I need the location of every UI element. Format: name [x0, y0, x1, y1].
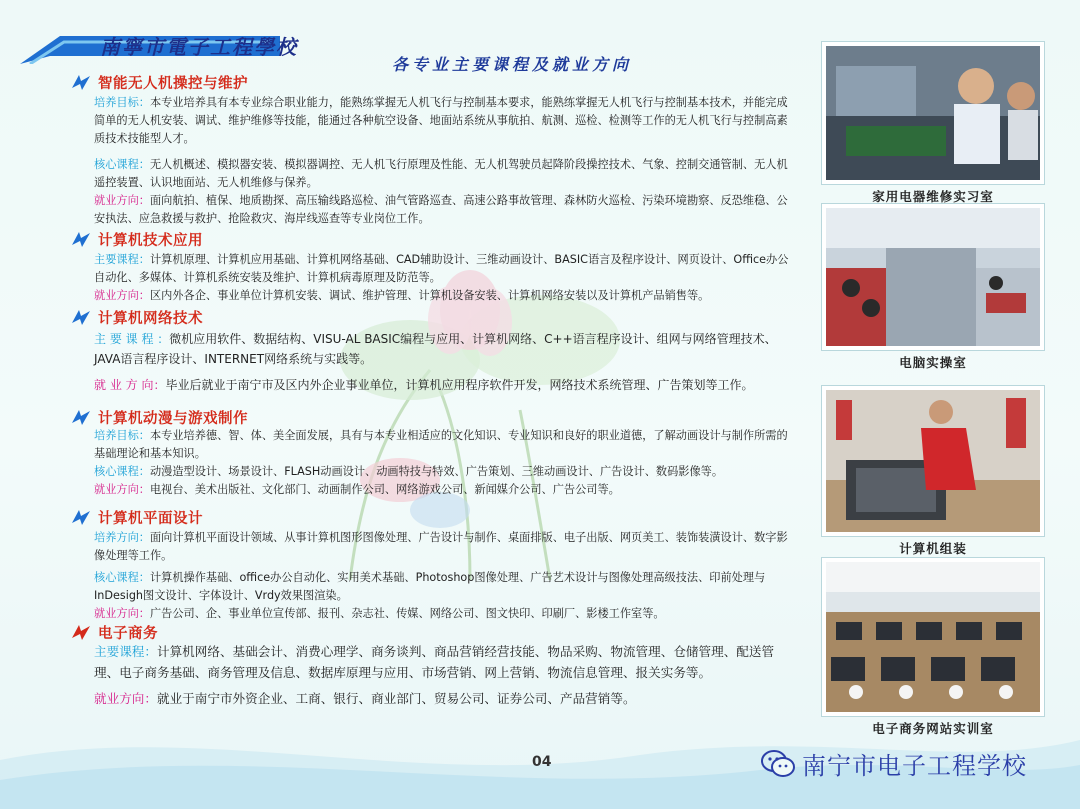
paragraph-training-goal [94, 94, 790, 148]
section-title: 电子商务 [98, 625, 158, 642]
section-heading [70, 622, 790, 642]
label: 就业方向： [94, 194, 150, 207]
photo-image [826, 208, 1040, 346]
photo-image [826, 562, 1040, 712]
photo-frame [822, 204, 1044, 350]
section-heading [70, 72, 790, 92]
photo-caption: 计算机组装 [899, 541, 967, 556]
label: 就业方向： [94, 289, 150, 302]
section-heading [70, 407, 790, 427]
text: 无人机概述、模拟器安装、模拟器调控、无人机飞行原理及性能、无人机驾驶员起降阶段操控技术、气象、控制交通管制、无人机遥控装置、认识地面站、无人机维修与保养。 [94, 158, 788, 189]
paragraph-main-courses [94, 329, 790, 369]
photo-frame [822, 42, 1044, 184]
text: 面向航拍、植保、地质勘探、高压输线路巡检、油气管路巡查、高速公路事故管理、森林防火巡检、污染环境勘察、反恐维稳、公安执法、应急救援与救护、抢险救灾、海岸线巡查等专业岗位工作。 [94, 194, 788, 225]
text: 广告公司、企、事业单位宣传部、报刊、杂志社、传媒、网络公司、图文快印、印刷厂、影楼工作室等。 [149, 607, 665, 620]
swoosh-bullet-icon [70, 72, 92, 92]
paragraph-employment [94, 287, 790, 305]
label: 就业方向： [94, 483, 150, 496]
text: 本专业培养具有本专业综合职业能力，能熟练掌握无人机飞行与控制基本要求，能熟练掌握无人机飞行与控制基本技术，并能完成简单的无人机安装、调试、维护维修等技能，能通过各种航空设备、地面站系统从事航拍、航测、巡检、检测等工作的无人机飞行与控制高素质技术技能型人才。 [94, 96, 788, 145]
swoosh-bullet-icon [70, 307, 92, 327]
paragraph-core-courses [94, 156, 790, 192]
text: 本专业培养德、智、体、美全面发展，具有与本专业相适应的文化知识、专业知识和良好的职业道德，了解动画设计与制作所需的基础理论和基本知识。 [94, 429, 788, 460]
paragraph-training-direction [94, 529, 790, 565]
text: 动漫造型设计、场景设计、FLASH动画设计、动画特技与特效、广告策划、三维动画设计、广告设计、数码影像等。 [149, 465, 724, 478]
label: 主要课程： [94, 644, 157, 659]
section-computer-application [70, 229, 790, 305]
paragraph-employment [94, 481, 790, 499]
label: 核心课程： [94, 158, 150, 171]
swoosh-bullet-icon [70, 229, 92, 249]
wechat-account [760, 746, 1027, 781]
label: 培养目标： [94, 96, 150, 109]
swoosh-bullet-icon [70, 622, 92, 642]
section-drone [70, 72, 790, 228]
section-title: 计算机网络技术 [98, 310, 203, 327]
page-title: 各专业主要课程及就业方向 [392, 55, 633, 74]
wechat-icon [760, 749, 796, 779]
paragraph-employment [94, 192, 790, 228]
swoosh-bullet-icon [70, 507, 92, 527]
section-heading [70, 229, 790, 249]
photo-appliance-repair-lab [822, 42, 1044, 205]
text: 电视台、美术出版社、文化部门、动画制作公司、网络游戏公司、新闻媒介公司、广告公司等。 [149, 483, 620, 496]
section-heading [70, 507, 790, 527]
text: 计算机操作基础、office办公自动化、实用美术基础、Photoshop图像处理、广告艺术设计与图像处理高级技法、印前处理与InDesigh图文设计、字体设计、Vrdy效果图渲染。 [94, 571, 766, 602]
section-graphic-design [70, 507, 790, 623]
section-heading [70, 307, 790, 327]
text: 毕业后就业于南宁市及区内外企业事业单位，计算机应用程序软件开发，网络技术系统管理、广告策划等工作。 [165, 378, 754, 392]
paragraph-main-courses [94, 251, 790, 287]
label: 主要课程： [94, 253, 150, 266]
photo-frame [822, 558, 1044, 716]
section-title: 计算机技术应用 [98, 232, 203, 249]
paragraph-employment [94, 689, 790, 710]
text: 计算机原理、计算机应用基础、计算机网络基础、CAD辅助设计、三维动画设计、BASIC语言及程序设计、网页设计、Office办公自动化、多媒体、计算机系统安装及维护、计算机病毒原理及防范等。 [94, 253, 789, 284]
section-title: 计算机动漫与游戏制作 [98, 410, 248, 427]
paragraph-main-courses [94, 642, 790, 683]
photo-caption: 电子商务网站实训室 [872, 721, 994, 736]
photo-image [826, 390, 1040, 532]
photo-caption: 家用电器维修实习室 [872, 189, 994, 204]
photo-caption: 电脑实操室 [899, 355, 967, 370]
paragraph-training-goal [94, 427, 790, 463]
label: 就业方向： [94, 607, 150, 620]
page-number: 04 [532, 754, 552, 770]
school-name-logo: 南寧市電子工程學校 [100, 35, 298, 59]
section-animation-game [70, 407, 790, 499]
paragraph-employment [94, 605, 790, 623]
swoosh-bullet-icon [70, 407, 92, 427]
label: 主 要 课 程 ： [94, 332, 170, 346]
label: 培养方向： [94, 531, 150, 544]
label: 核心课程： [94, 465, 150, 478]
photo-computer-lab [822, 204, 1044, 371]
section-network-tech [70, 307, 790, 395]
label: 就 业 方 向： [94, 378, 166, 392]
text: 微机应用软件、数据结构、VISU-AL BASIC编程与应用、计算机网络、C++语言程序设计、组网与网络管理技术、JAVA语言程序设计、INTERNET网络系统与实践等。 [94, 332, 777, 366]
label: 就业方向： [94, 691, 157, 706]
section-title: 智能无人机操控与维护 [98, 75, 248, 92]
section-e-commerce [70, 622, 790, 710]
text: 面向计算机平面设计领域、从事计算机图形图像处理、广告设计与制作、桌面排版、电子出版、网页美工、装饰装潢设计、数字影像处理等工作。 [94, 531, 788, 562]
paragraph-employment [94, 375, 790, 395]
paragraph-core-courses [94, 463, 790, 481]
wechat-account-name: 南宁市电子工程学校 [802, 752, 1027, 780]
photo-computer-assembly [822, 386, 1044, 557]
photo-frame [822, 386, 1044, 536]
photo-ecommerce-lab [822, 558, 1044, 737]
text: 计算机网络、基础会计、消费心理学、商务谈判、商品营销经营技能、物品采购、物流管理、仓储管理、配送管理、电子商务基础、商务管理及信息、数据库原理与应用、市场营销、网上营销、物流信息管理、报关实务等。 [94, 644, 775, 680]
photo-image [826, 46, 1040, 180]
label: 培养目标： [94, 429, 150, 442]
text: 区内外各企、事业单位计算机安装、调试、维护管理、计算机设备安装、计算机网络安装以及计算机产品销售等。 [149, 289, 710, 302]
paragraph-core-courses [94, 569, 790, 605]
label: 核心课程： [94, 571, 150, 584]
text: 就业于南宁市外资企业、工商、银行、商业部门、贸易公司、证券公司、产品营销等。 [156, 691, 636, 706]
section-title: 计算机平面设计 [98, 510, 203, 527]
